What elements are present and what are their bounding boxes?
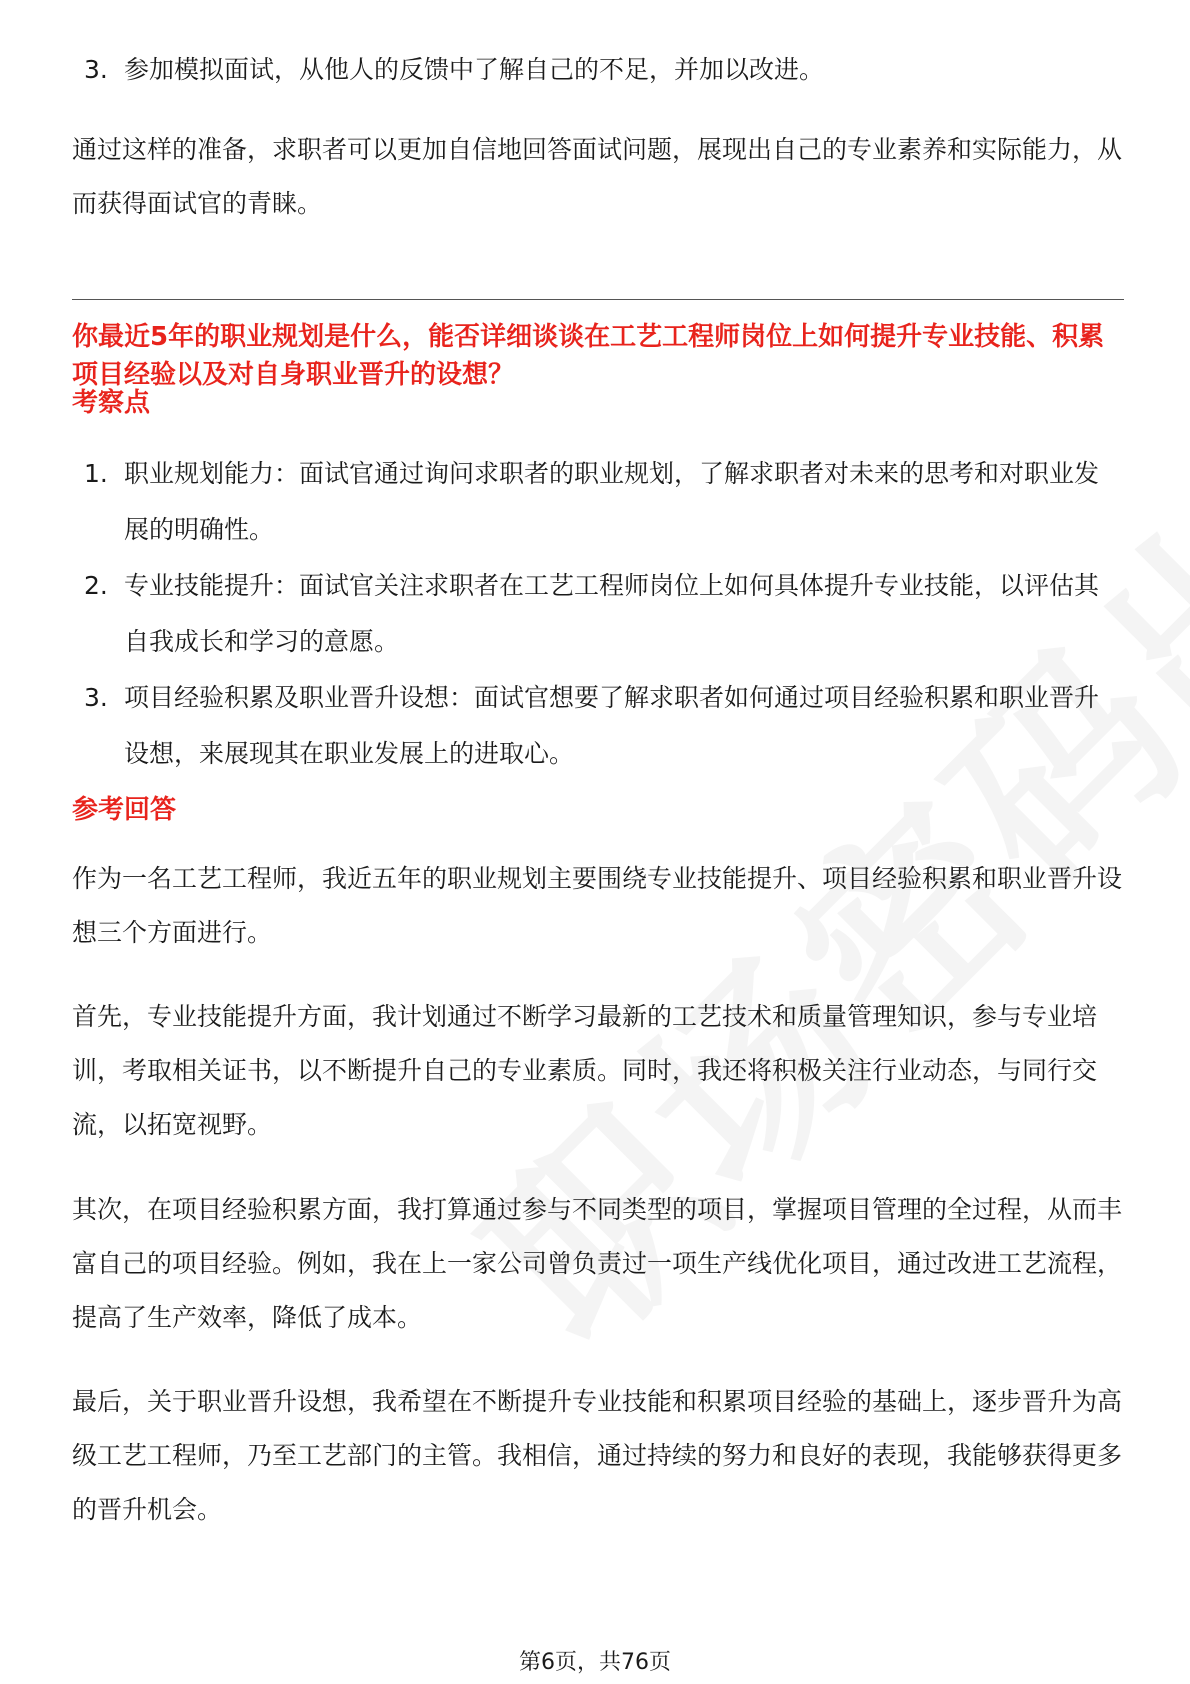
prev-list bbox=[72, 42, 1122, 98]
assessment-list bbox=[72, 446, 1122, 782]
answer-paragraph-1: 作为一名工艺工程师，我近五年的职业规划主要围绕专业技能提升、项目经验积累和职业晋升设想三个方面进行。 bbox=[72, 864, 1123, 947]
list-item-number: 3. bbox=[84, 683, 108, 712]
assessment-heading: 考察点 bbox=[72, 388, 151, 418]
list-item-text: 专业技能提升：面试官关注求职者在工艺工程师岗位上如何具体提升专业技能，以评估其自我成长和学习的意愿。 bbox=[124, 571, 1100, 656]
page-footer: 第6页，共76页 bbox=[519, 1650, 671, 1675]
list-item bbox=[72, 558, 1122, 670]
answer-heading: 参考回答 bbox=[72, 795, 177, 825]
answer-paragraph-2: 首先，专业技能提升方面，我计划通过不断学习最新的工艺技术和质量管理知识，参与专业培训，考取相关证书，以不断提升自己的专业素质。同时，我还将积极关注行业动态，与同行交流，以拓宽视野。 bbox=[72, 1002, 1098, 1139]
list-item bbox=[72, 446, 1122, 558]
list-item bbox=[72, 670, 1122, 782]
answer-paragraph-4: 最后，关于职业晋升设想，我希望在不断提升专业技能和积累项目经验的基础上，逐步晋升为高级工艺工程师，乃至工艺部门的主管。我相信，通过持续的努力和良好的表现，我能够获得更多的晋升机会。 bbox=[72, 1387, 1123, 1524]
list-item-text: 参加模拟面试，从他人的反馈中了解自己的不足，并加以改进。 bbox=[124, 55, 825, 84]
question-heading: 你最近5年的职业规划是什么，能否详细谈谈在工艺工程师岗位上如何提升专业技能、积累项目经验以及对自身职业晋升的设想？ bbox=[72, 322, 1105, 390]
list-item-text: 项目经验积累及职业晋升设想：面试官想要了解求职者如何通过项目经验积累和职业晋升设想，来展现其在职业发展上的进取心。 bbox=[124, 683, 1100, 768]
section-divider bbox=[72, 299, 1124, 300]
answer-paragraph-3: 其次，在项目经验积累方面，我打算通过参与不同类型的项目，掌握项目管理的全过程，从而丰富自己的项目经验。例如，我在上一家公司曾负责过一项生产线优化项目，通过改进工艺流程，提高了生产效率，降低了成本。 bbox=[72, 1195, 1123, 1332]
list-item-number: 1. bbox=[84, 459, 108, 488]
list-item-number: 3. bbox=[84, 55, 108, 84]
list-item-text: 职业规划能力：面试官通过询问求职者的职业规划，了解求职者对未来的思考和对职业发展的明确性。 bbox=[124, 459, 1100, 544]
list-item-number: 2. bbox=[84, 571, 108, 600]
prev-conclusion: 通过这样的准备，求职者可以更加自信地回答面试问题，展现出自己的专业素养和实际能力，从而获得面试官的青睐。 bbox=[72, 135, 1123, 218]
list-item bbox=[72, 42, 1122, 98]
